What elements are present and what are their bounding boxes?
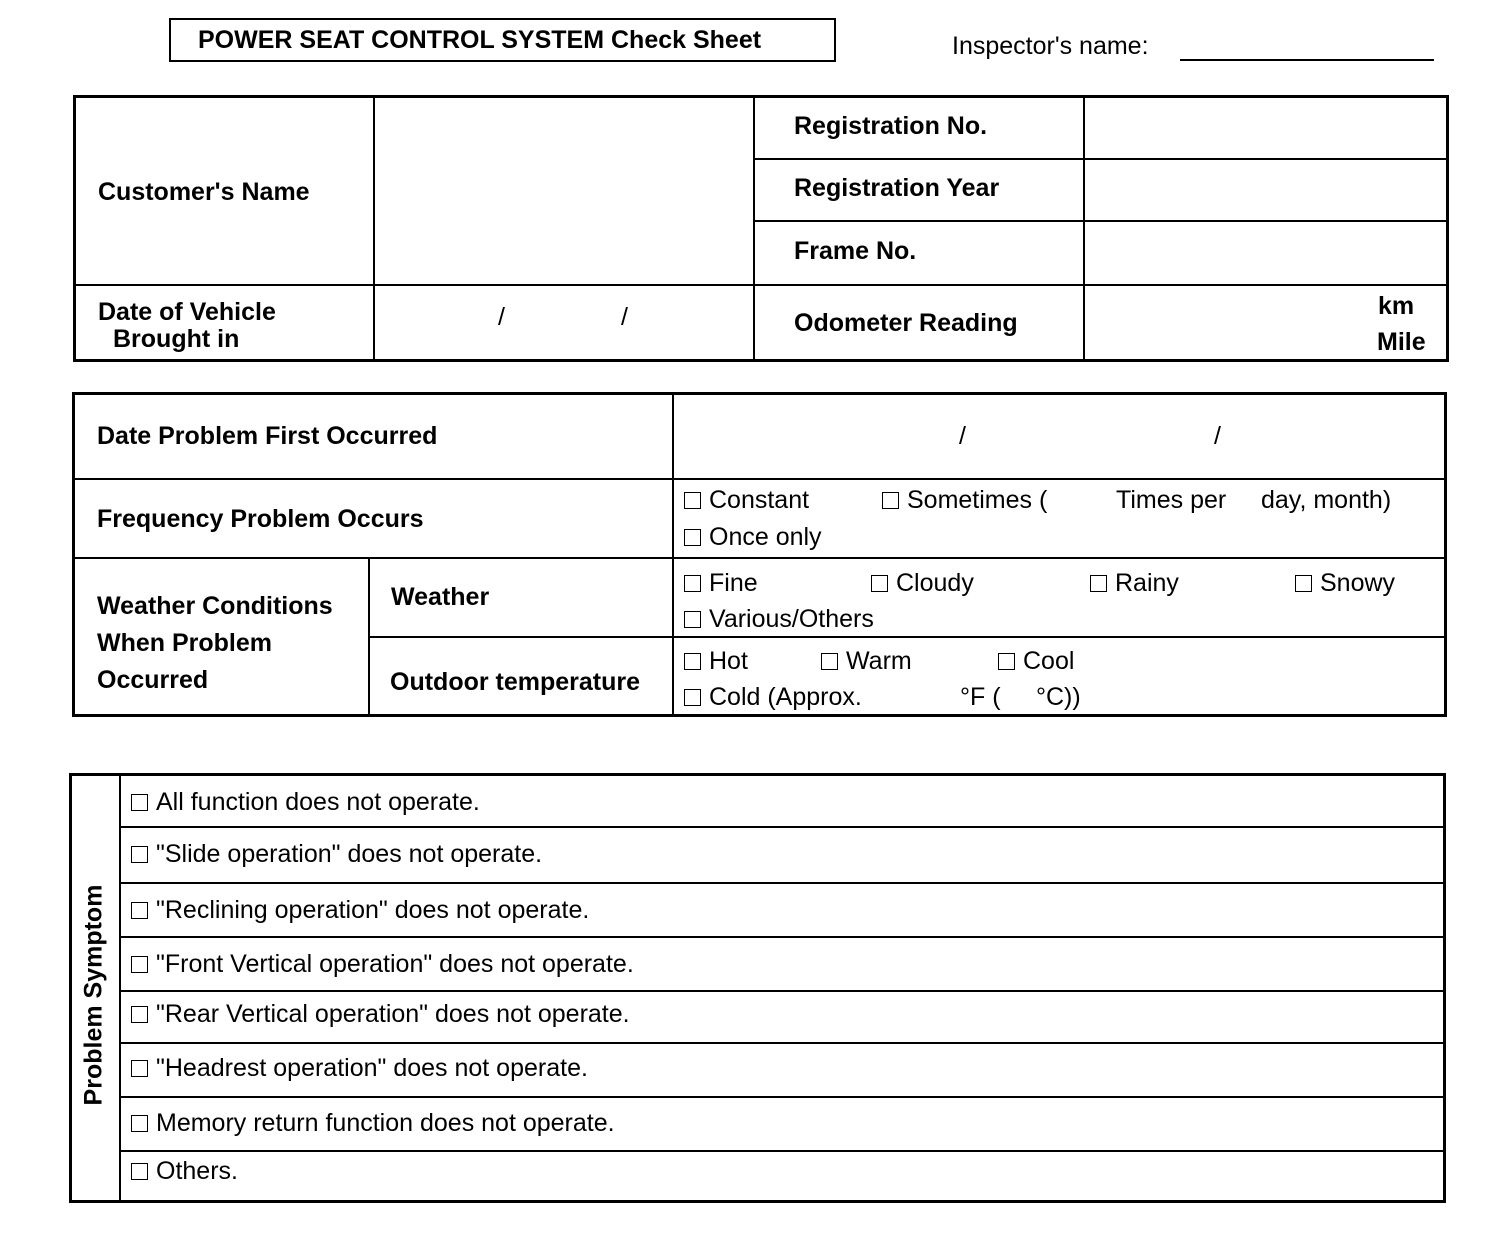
- checkbox-icon: [871, 575, 888, 592]
- checkbox-constant[interactable]: Constant: [684, 486, 809, 515]
- checkbox-icon: [998, 653, 1015, 670]
- registration-no-label: Registration No.: [794, 112, 988, 140]
- checkbox-icon: [131, 846, 148, 863]
- odometer-label: Odometer Reading: [794, 309, 1018, 337]
- symptom-item[interactable]: Memory return function does not operate.: [131, 1109, 615, 1138]
- customer-name-label: Customer's Name: [98, 178, 310, 206]
- checkbox-icon: [684, 611, 701, 628]
- registration-year-label: Registration Year: [794, 174, 1000, 202]
- checkbox-snowy[interactable]: Snowy: [1295, 569, 1395, 598]
- checkbox-icon: [131, 956, 148, 973]
- checkbox-icon: [131, 1060, 148, 1077]
- symptom-item[interactable]: "Rear Vertical operation" does not operate.: [131, 1000, 630, 1029]
- registration-year-field[interactable]: [1087, 161, 1445, 219]
- checkbox-icon: [131, 902, 148, 919]
- checkbox-warm[interactable]: Warm: [821, 647, 912, 676]
- checkbox-hot[interactable]: Hot: [684, 647, 748, 676]
- date-separator: /: [959, 422, 966, 450]
- checkbox-icon: [684, 492, 701, 509]
- registration-no-field[interactable]: [1087, 98, 1445, 156]
- frame-no-label: Frame No.: [794, 237, 917, 265]
- weather-label: Weather: [391, 583, 490, 611]
- date-brought-label-2: Brought in: [113, 325, 240, 353]
- page-title: POWER SEAT CONTROL SYSTEM Check Sheet: [198, 26, 762, 54]
- symptom-item[interactable]: Others.: [131, 1157, 238, 1186]
- date-separator: /: [1214, 422, 1221, 450]
- weather-conditions-label-3: Occurred: [97, 666, 209, 694]
- frame-no-field[interactable]: [1087, 223, 1445, 283]
- symptom-item[interactable]: All function does not operate.: [131, 788, 480, 817]
- problem-symptom-label: Problem Symptom: [79, 884, 108, 1106]
- fahrenheit-label: °F (: [960, 683, 1001, 711]
- checkbox-fine[interactable]: Fine: [684, 569, 758, 598]
- checkbox-icon: [1090, 575, 1107, 592]
- symptom-item[interactable]: "Headrest operation" does not operate.: [131, 1054, 588, 1083]
- outdoor-temperature-label: Outdoor temperature: [390, 668, 641, 696]
- checkbox-cold[interactable]: Cold (Approx.: [684, 683, 862, 712]
- checkbox-rainy[interactable]: Rainy: [1090, 569, 1179, 598]
- date-brought-label-1: Date of Vehicle: [98, 298, 276, 326]
- weather-conditions-label-1: Weather Conditions: [97, 592, 333, 620]
- symptom-item[interactable]: "Reclining operation" does not operate.: [131, 896, 589, 925]
- weather-conditions-label-2: When Problem: [97, 629, 273, 657]
- date-separator: /: [621, 303, 628, 331]
- day-month-label: day, month): [1261, 486, 1392, 514]
- mile-unit: Mile: [1377, 328, 1426, 356]
- checkbox-icon: [684, 575, 701, 592]
- checkbox-various-others[interactable]: Various/Others: [684, 605, 874, 634]
- checkbox-icon: [684, 529, 701, 546]
- celsius-label: °C)): [1036, 683, 1081, 711]
- symptom-item[interactable]: "Slide operation" does not operate.: [131, 840, 542, 869]
- symptom-table: [69, 773, 1446, 1203]
- checkbox-cloudy[interactable]: Cloudy: [871, 569, 974, 598]
- date-separator: /: [498, 303, 505, 331]
- customer-name-field[interactable]: [376, 98, 752, 283]
- checkbox-icon: [882, 492, 899, 509]
- checkbox-icon: [131, 1006, 148, 1023]
- symptom-item[interactable]: "Front Vertical operation" does not operate.: [131, 950, 634, 979]
- checkbox-icon: [1295, 575, 1312, 592]
- checkbox-icon: [131, 1163, 148, 1180]
- checkbox-icon: [131, 1115, 148, 1132]
- km-unit: km: [1378, 292, 1415, 320]
- checkbox-sometimes[interactable]: Sometimes (: [882, 486, 1047, 515]
- checkbox-once-only[interactable]: Once only: [684, 523, 822, 552]
- inspector-label: Inspector's name:: [952, 32, 1149, 60]
- times-per-label: Times per: [1116, 486, 1227, 514]
- checkbox-icon: [684, 653, 701, 670]
- checkbox-icon: [684, 689, 701, 706]
- checkbox-icon: [821, 653, 838, 670]
- checkbox-cool[interactable]: Cool: [998, 647, 1074, 676]
- inspector-name-field[interactable]: [1180, 59, 1434, 61]
- date-first-label: Date Problem First Occurred: [97, 422, 438, 450]
- frequency-label: Frequency Problem Occurs: [97, 505, 424, 533]
- checkbox-icon: [131, 794, 148, 811]
